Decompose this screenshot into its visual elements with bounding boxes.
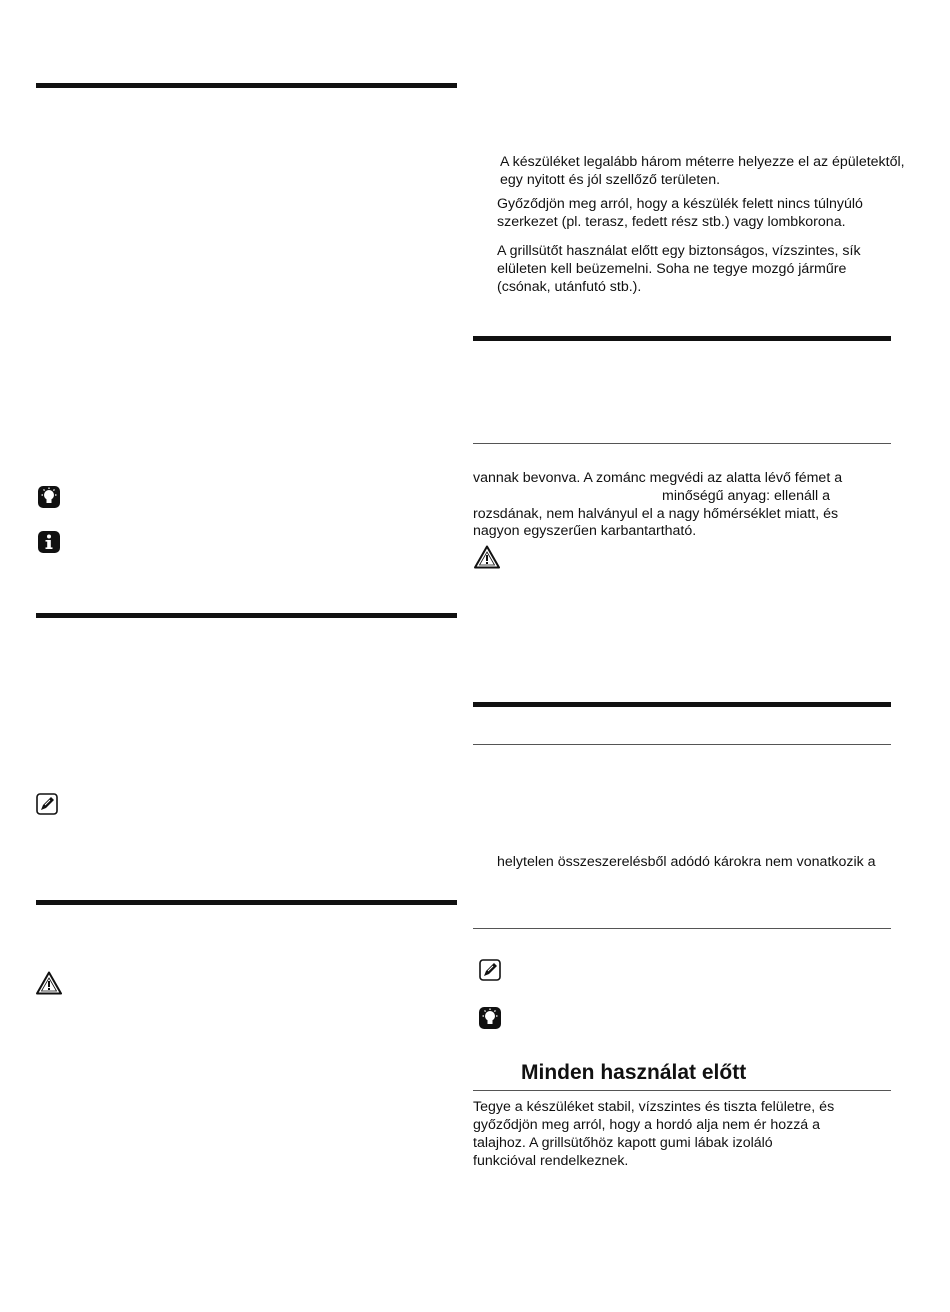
before-use-paragraph: Tegye a készüléket stabil, vízszintes és tiszta felületre, és győződjön meg arról, hogy a hordó alja nem ér hozzá a talajhoz. A grillsütőhöz kapott gumi lábak izoláló funkcióval rendelkeznek. bbox=[473, 1099, 835, 1169]
placement-paragraph-1: A készüléket legalább három méterre helyezze el az épületektől, egy nyitott és jól szellőző területen. bbox=[500, 154, 905, 188]
enamel-line-2: minőségű anyag: ellenáll a bbox=[662, 488, 830, 504]
section-rule-left-2 bbox=[36, 613, 457, 618]
tip-bulb-icon bbox=[38, 486, 60, 508]
note-pen-icon bbox=[479, 959, 501, 981]
section-rule-right-2 bbox=[473, 702, 891, 707]
divider-right-3 bbox=[473, 928, 891, 929]
enamel-line-3: rozsdának, nem halványul el a nagy hőmérséklet miatt, és bbox=[473, 506, 839, 522]
placement-paragraph-3: A grillsütőt használat előtt egy biztonságos, vízszintes, sík elületen kell beüzemelni. Soha ne tegye mozgó járműre (csónak, utánfutó stb.). bbox=[497, 243, 861, 295]
enamel-line-1: vannak bevonva. A zománc megvédi az alatta lévő fémet a bbox=[473, 470, 843, 486]
divider-right-2 bbox=[473, 744, 891, 745]
section-rule-right-1 bbox=[473, 336, 891, 341]
enamel-line-4: nagyon egyszerűen karbantartható. bbox=[473, 523, 697, 539]
section-rule-left-1 bbox=[36, 83, 457, 88]
note-pen-icon bbox=[36, 793, 58, 815]
tip-bulb-icon bbox=[479, 1007, 501, 1029]
warning-triangle-icon bbox=[36, 971, 62, 995]
warranty-line: helytelen összeszerelésből adódó károkra nem vonatkozik a bbox=[497, 854, 876, 870]
section-rule-left-3 bbox=[36, 900, 457, 905]
divider-right-1 bbox=[473, 443, 891, 444]
heading-underline bbox=[473, 1090, 891, 1091]
warning-triangle-icon bbox=[474, 545, 500, 569]
info-icon bbox=[38, 531, 60, 553]
placement-paragraph-2: Győződjön meg arról, hogy a készülék felett nincs túlnyúló szerkezet (pl. terasz, fedett rész stb.) vagy lombkorona. bbox=[497, 196, 863, 230]
section-heading-before-use: Minden használat előtt bbox=[521, 1061, 747, 1084]
